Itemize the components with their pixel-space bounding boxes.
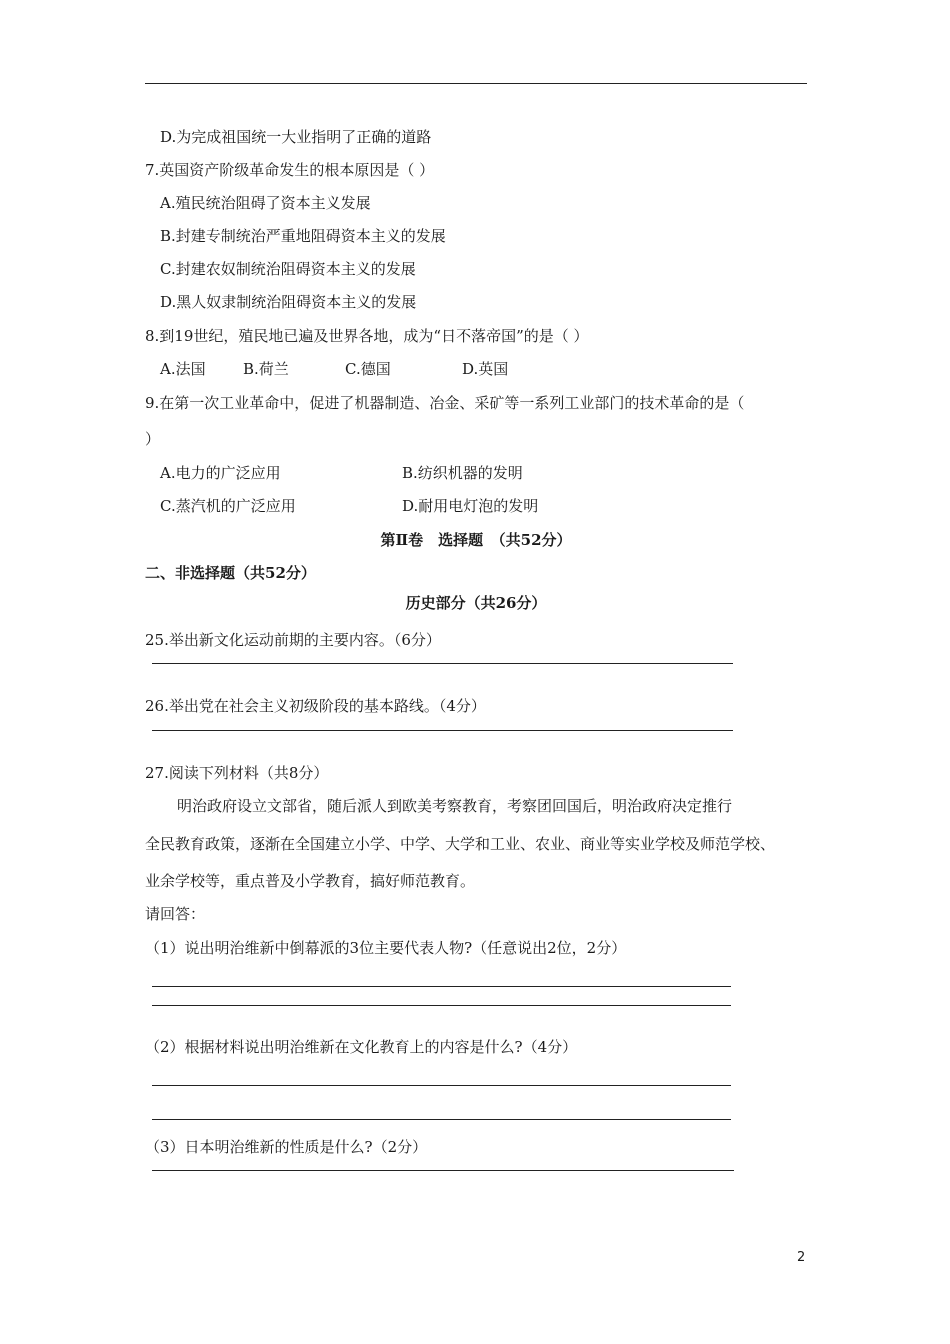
q7-option-b: B.封建专制统治严重地阻碍资本主义的发展 (160, 227, 446, 245)
q9-option-d: D.耐用电灯泡的发明 (402, 497, 539, 515)
q8-option-a: A.法国 (160, 360, 206, 378)
q9-option-b: B.纺织机器的发明 (402, 464, 523, 482)
q7-option-c: C.封建农奴制统治阻碍资本主义的发展 (160, 260, 416, 278)
q27-material-line-3: 业余学校等，重点普及小学教育，搞好师范教育。 (145, 872, 476, 890)
header-rule (145, 83, 807, 84)
q27-material-line-1: 明治政府设立文部省，随后派人到欧美考察教育，考察团回国后，明治政府决定推行 (177, 797, 733, 815)
q6-option-d: D.为完成祖国统一大业指明了正确的道路 (160, 128, 432, 146)
q8-option-c: C.德国 (345, 360, 391, 378)
q27-sub-1-answer-line-1[interactable] (152, 986, 731, 987)
page-number: 2 (797, 1250, 806, 1265)
part2-title: 第Ⅱ卷 选择题 （共52分） (380, 531, 572, 549)
q26-stem: 26.举出党在社会主义初级阶段的基本路线。（4分） (145, 697, 486, 715)
q8-option-b: B.荷兰 (243, 360, 289, 378)
q27-sub-2: （2）根据材料说出明治维新在文化教育上的内容是什么?（4分） (145, 1038, 578, 1056)
q9-stem-cont: ） (145, 430, 161, 448)
q9-option-a: A.电力的广泛应用 (160, 464, 281, 482)
q8-stem: 8.到19世纪，殖民地已遍及世界各地，成为“日不落帝国”的是（ ） (145, 327, 589, 345)
q7-option-d: D.黑人奴隶制统治阻碍资本主义的发展 (160, 293, 417, 311)
history-title: 历史部分（共26分） (405, 594, 547, 612)
q27-sub-1: （1）说出明治维新中倒幕派的3位主要代表人物?（任意说出2位，2分） (145, 939, 627, 957)
q27-sub-2-answer-line-2[interactable] (152, 1119, 731, 1120)
q25-stem: 25.举出新文化运动前期的主要内容。（6分） (145, 631, 441, 649)
q27-material-line-2: 全民教育政策，逐渐在全国建立小学、中学、大学和工业、农业、商业等实业学校及师范学校、 (145, 835, 776, 853)
q8-option-d: D.英国 (462, 360, 509, 378)
q9-stem: 9.在第一次工业革命中，促进了机器制造、冶金、采矿等一系列工业部门的技术革命的是（ (145, 394, 745, 412)
q27-sub-3-answer-line[interactable] (152, 1170, 734, 1171)
q7-stem: 7.英国资产阶级革命发生的根本原因是（ ） (145, 161, 435, 179)
q25-answer-line[interactable] (152, 663, 733, 664)
section-title: 二、非选择题（共52分） (145, 564, 316, 582)
q26-answer-line[interactable] (152, 730, 733, 731)
q7-option-a: A.殖民统治阻碍了资本主义发展 (160, 194, 371, 212)
q9-option-c: C.蒸汽机的广泛应用 (160, 497, 296, 515)
q27-stem: 27.阅读下列材料（共8分） (145, 764, 329, 782)
q27-sub-2-answer-line-1[interactable] (152, 1085, 731, 1086)
q27-prompt: 请回答： (145, 905, 206, 923)
q27-sub-3: （3）日本明治维新的性质是什么?（2分） (145, 1138, 428, 1156)
q27-sub-1-answer-line-2[interactable] (152, 1005, 731, 1006)
